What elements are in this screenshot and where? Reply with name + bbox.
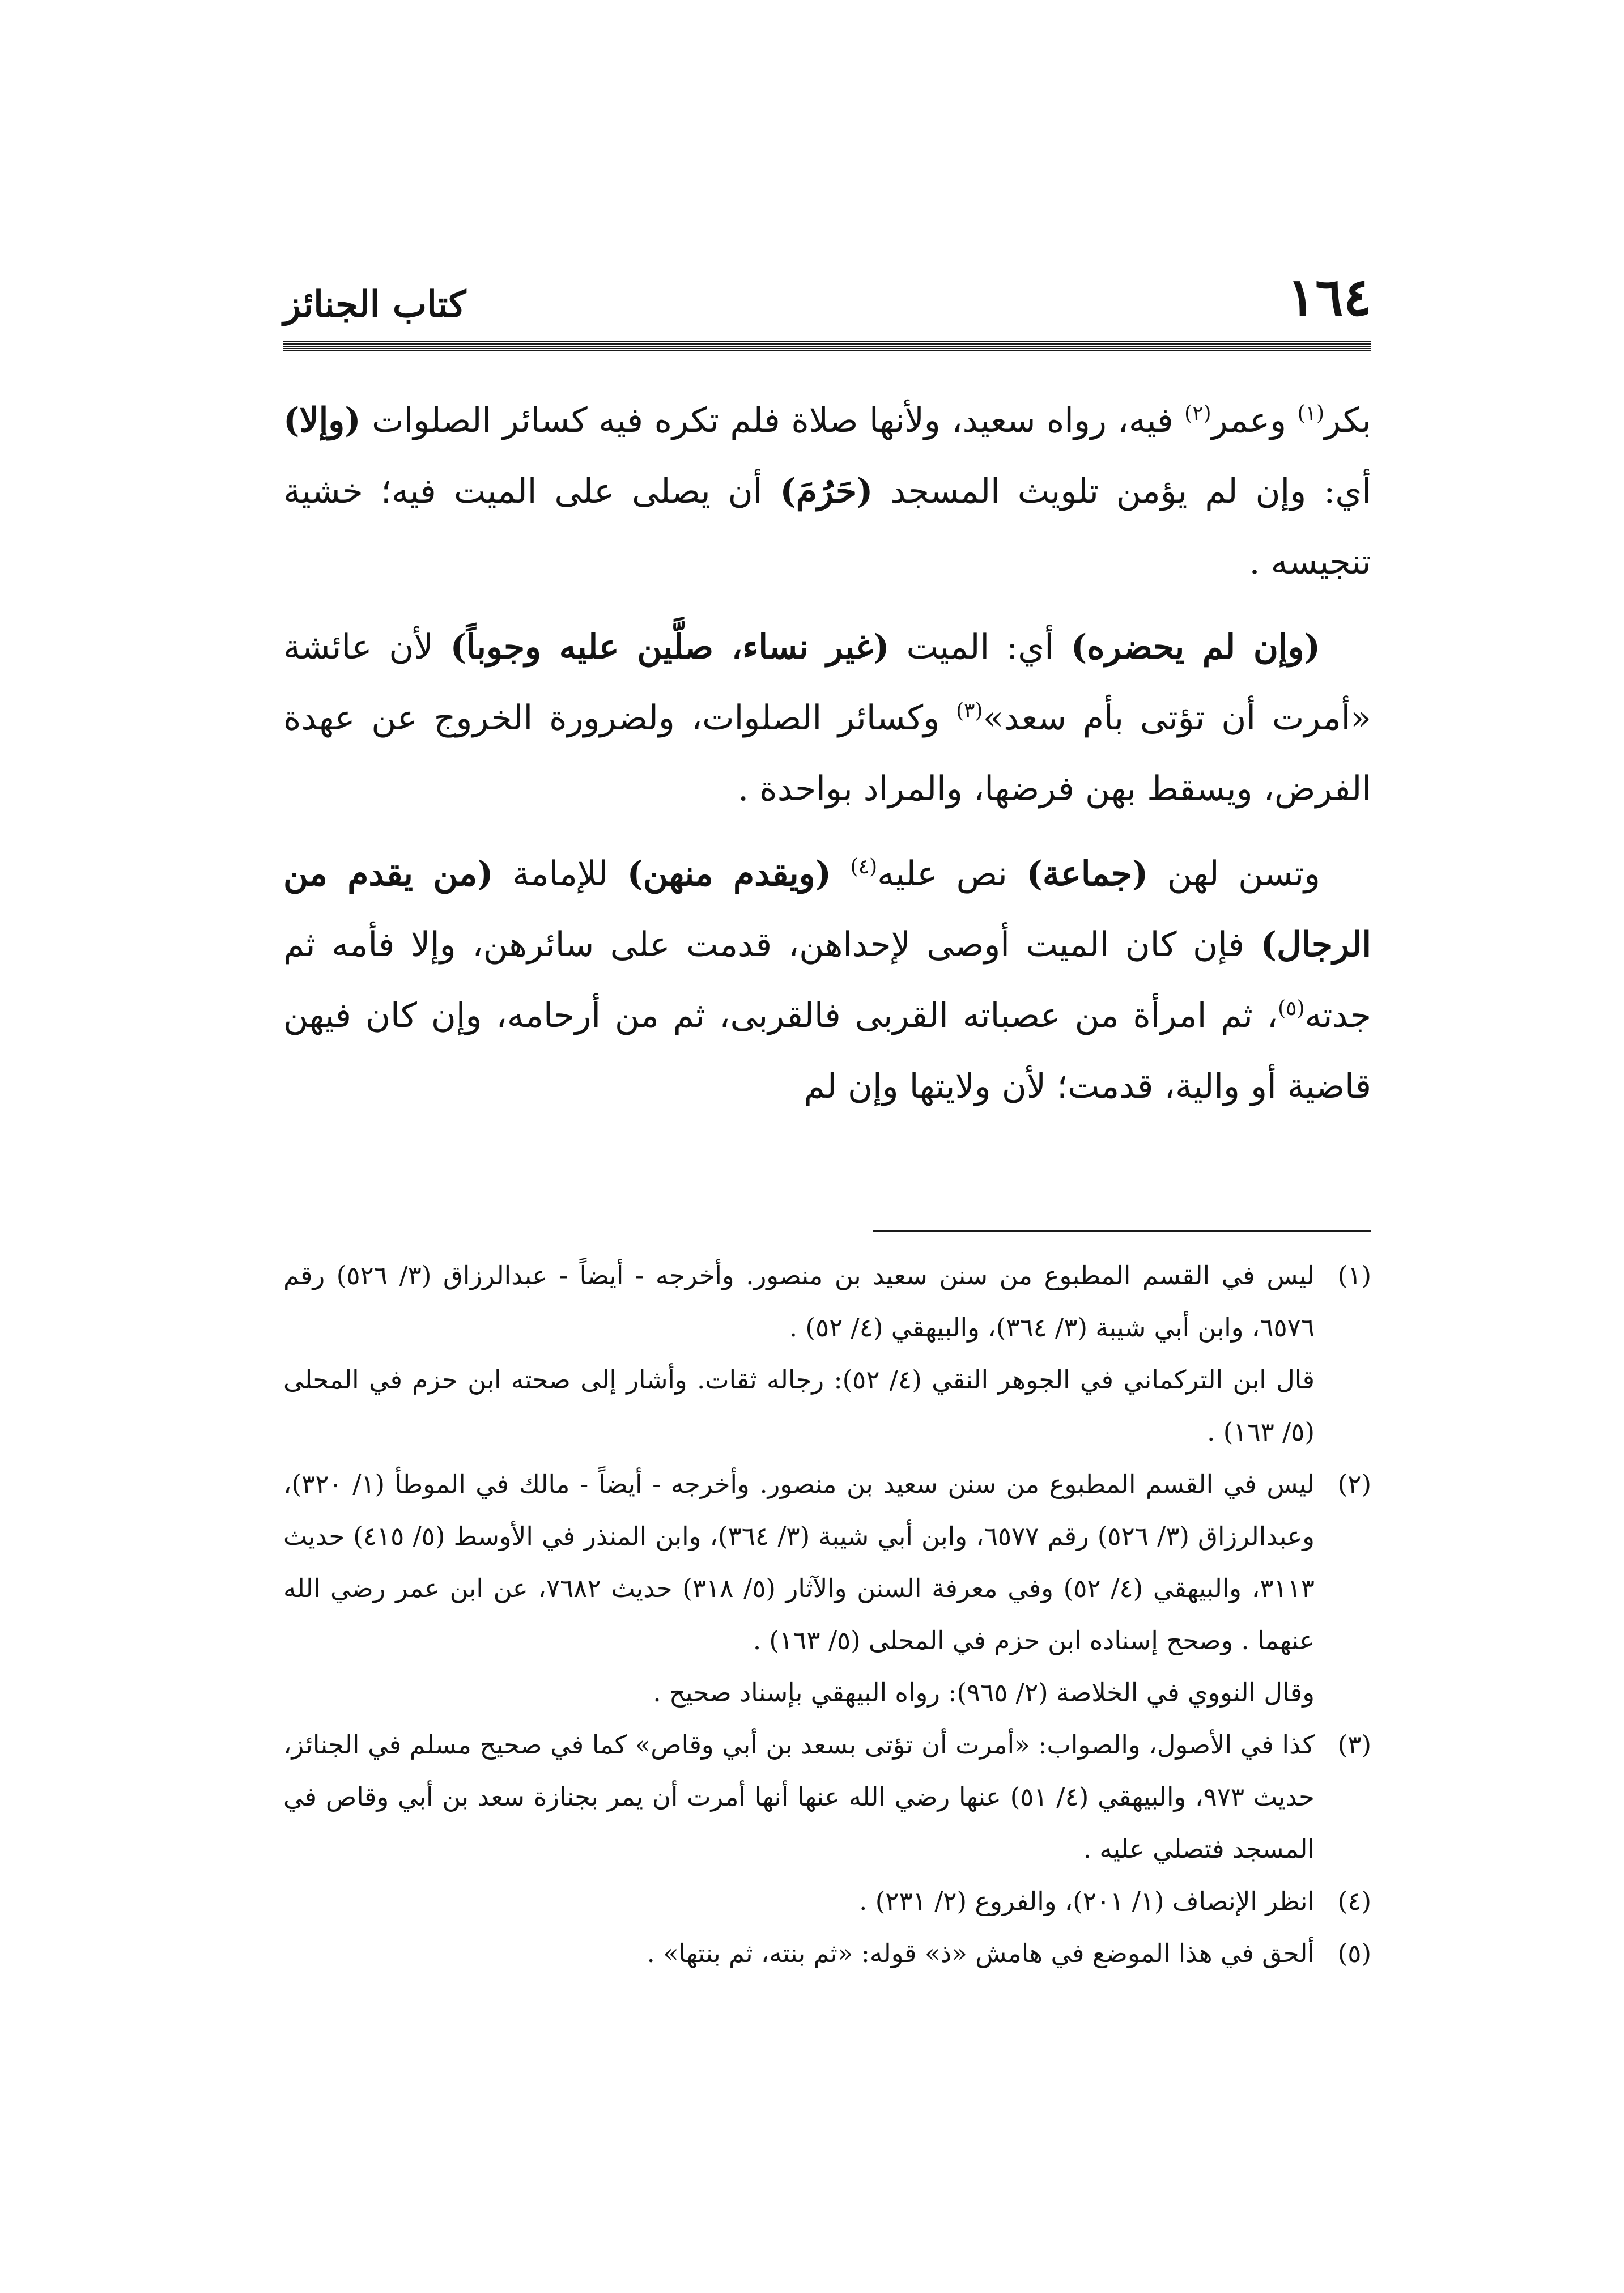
text-run: وتسن لهن [1148, 854, 1321, 894]
matn-term: (من يقدم من الرجال) [283, 854, 1371, 965]
footnote-ref-3[interactable]: (٣) [956, 699, 983, 723]
text-run: للإمامة [493, 854, 627, 894]
footnote-ref-5[interactable]: (٥) [1278, 997, 1305, 1020]
matn-term: (حَرُمَ) [780, 472, 873, 511]
footnote-text: ليس في القسم المطبوع من سنن سعيد بن منصور. وأخرجه - أيضاً - عبدالرزاق (٣/ ٥٢٦) رقم ٦٥٧٦، وابن أبي شيبة (٣/ ٣٦٤)، والبيهقي (٤/ ٥٢) . [283, 1260, 1315, 1343]
footnote-number: (٣) [1337, 1730, 1371, 1760]
footnote-number: (٤) [1337, 1886, 1371, 1916]
paragraph-3 [283, 839, 1371, 1122]
footnote-text: ليس في القسم المطبوع من سنن سعيد بن منصور. وأخرجه - أيضاً - مالك في الموطأ (١/ ٣٢٠)، وعبدالرزاق (٣/ ٥٢٦) رقم ٦٥٧٧، وابن أبي شيبة (٣/ ٣٦٤)، وابن المنذر في الأوسط (٥/ ٤١٥) حديث ٣١١٣، والبيهقي (٤/ ٥٢) وفي معرفة السنن والآثار (٥/ ٣١٨) حديث ٧٦٨٢، عن ابن عمر رضي الله عنهما . وصحح إسناده ابن حزم في المحلى (٥/ ١٦٣) . [283, 1469, 1315, 1655]
footnote-ref-4[interactable]: (٤) [850, 855, 878, 878]
text-run: أن يصلى على الميت فيه؛ خشية تنجيسه . [283, 472, 1371, 582]
footnote-2 [283, 1458, 1371, 1719]
footnote-3 [283, 1719, 1371, 1875]
footnote-text: قال ابن التركماني في الجوهر النقي (٤/ ٥٢): رجاله ثقات. وأشار إلى صحته ابن حزم في المحلى (٥/ ١٦٣) . [283, 1365, 1315, 1447]
footnote-4 [283, 1875, 1371, 1927]
text-run: فإن كان الميت أوصى لإحداهن، قدمت على سائرهن، وإلا فأمه ثم جدته [283, 925, 1371, 1035]
text-run [831, 854, 851, 894]
footnote-number: (١) [1337, 1260, 1371, 1290]
header-rule [283, 341, 1371, 353]
page-number: ١٦٤ [1287, 266, 1371, 328]
paragraph-1 [283, 385, 1371, 598]
text-run: فيه، رواه سعيد، ولأنها صلاة فلم تكره فيه كسائر الصلوات [360, 401, 1185, 440]
text-run: أي: الميت [889, 627, 1071, 667]
text-run: نص عليه [877, 854, 1027, 894]
running-head: كتاب الجنائز [283, 283, 466, 326]
matn-term: (جماعة) [1026, 854, 1149, 894]
footnote-ref-2[interactable]: (٢) [1184, 402, 1211, 425]
text-run: وعمر [1211, 401, 1298, 440]
footnote-text: انظر الإنصاف (١/ ٢٠١)، والفروع (٢/ ٢٣١) . [859, 1886, 1315, 1916]
footnote-ref-1[interactable]: (١) [1297, 402, 1325, 425]
footnote-separator [873, 1230, 1371, 1232]
matn-term: (وإن لم يحضره) [1070, 627, 1320, 667]
footnote-number: (٥) [1337, 1938, 1371, 1968]
page-header [283, 266, 1371, 328]
matn-term: (غير نساء، صلَّين عليه وجوباً) [450, 627, 890, 667]
footnotes [283, 1250, 1371, 1980]
matn-term: (ويقدم منهن) [627, 854, 832, 894]
text-run: بكر [1324, 401, 1371, 440]
paragraph-2 [283, 612, 1371, 825]
footnote-5 [283, 1927, 1371, 1980]
main-text [283, 385, 1371, 1122]
text-run: لأن عائشة «أمرت أن تؤتى بأم سعد» [283, 627, 1372, 738]
text-run: وكسائر الصلوات، ولضرورة الخروج عن عهدة الفرض، ويسقط بهن فرضها، والمراد بواحدة . [283, 698, 1371, 809]
text-run: ، ثم امرأة من عصباته القربى فالقربى، ثم من أرحامه، وإن كان فيهن قاضية أو والية، قدمت؛ لأن ولايتها وإن لم [283, 996, 1371, 1106]
footnote-1 [283, 1250, 1371, 1458]
footnote-text: ألحق في هذا الموضع في هامش «ذ» قوله: «ثم بنته، ثم بنتها» . [647, 1938, 1315, 1968]
footnote-text: وقال النووي في الخلاصة (٢/ ٩٦٥): رواه البيهقي بإسناد صحيح . [653, 1678, 1315, 1708]
matn-term: (وإلا) [283, 401, 361, 440]
footnote-text: كذا في الأصول، والصواب: «أمرت أن تؤتى بسعد بن أبي وقاص» كما في صحيح مسلم في الجنائز، حديث ٩٧٣، والبيهقي (٤/ ٥١) عنها رضي الله عنها أنها أمرت أن يمر بجنازة سعد بن أبي وقاص في المسجد فتصلي عليه . [283, 1730, 1315, 1864]
text-run: أي: وإن لم يؤمن تلويث المسجد [873, 472, 1371, 511]
footnote-number: (٢) [1337, 1469, 1371, 1499]
